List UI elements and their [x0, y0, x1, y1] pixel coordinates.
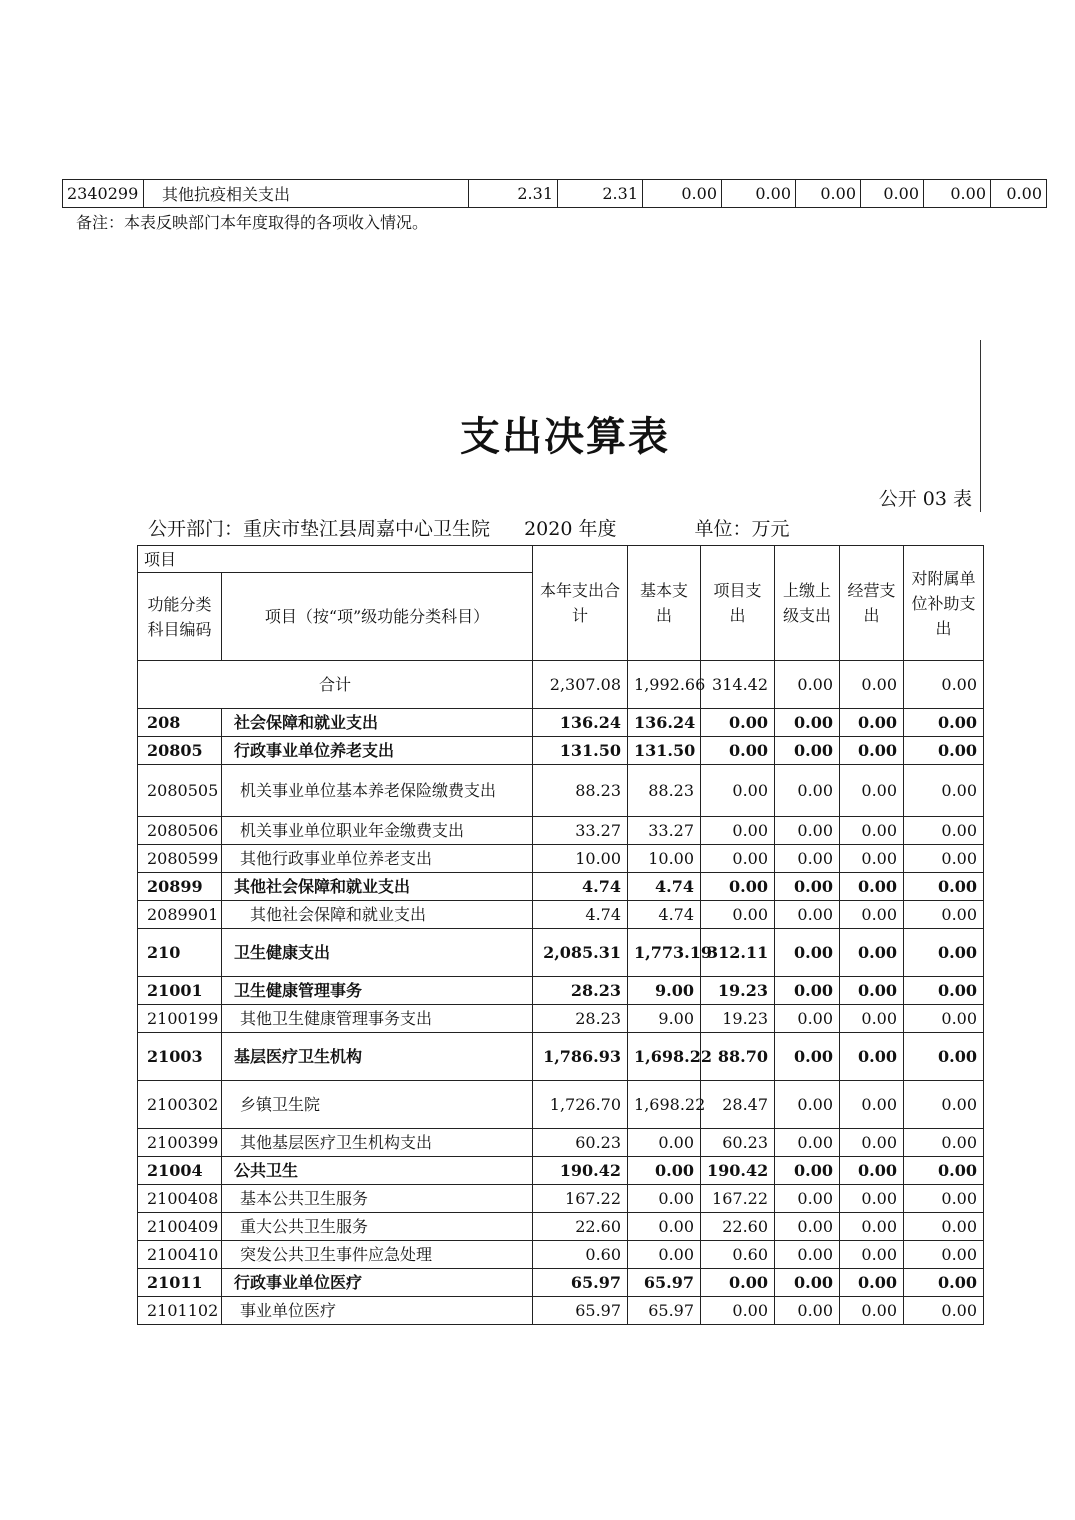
row-name: 机关事业单位基本养老保险缴费支出 — [222, 765, 533, 817]
table-number: 公开 03 表 — [878, 488, 972, 510]
expenditure-table — [137, 545, 984, 1325]
value-cell: 0.00 — [701, 873, 775, 901]
value-cell: 33.27 — [533, 817, 628, 845]
row-code: 2089901 — [138, 901, 222, 929]
table-row — [138, 1033, 984, 1081]
value-cell: 0.00 — [840, 709, 904, 737]
total-value: 0.00 — [904, 661, 984, 709]
total-value: 314.42 — [701, 661, 775, 709]
report-info — [148, 514, 790, 541]
value-cell: 0.00 — [840, 737, 904, 765]
row-name: 行政事业单位医疗 — [222, 1269, 533, 1297]
value-cell: 88.70 — [701, 1033, 775, 1081]
value-cell: 4.74 — [533, 901, 628, 929]
row-name: 行政事业单位养老支出 — [222, 737, 533, 765]
value-cell: 88.23 — [533, 765, 628, 817]
value-cell: 2,085.31 — [533, 929, 628, 977]
value-cell: 0.00 — [628, 1185, 701, 1213]
row-code: 210 — [138, 929, 222, 977]
value-cell: 136.24 — [628, 709, 701, 737]
value-cell: 0.00 — [628, 1213, 701, 1241]
value-cell: 0.00 — [840, 901, 904, 929]
value-cell: 0.00 — [701, 765, 775, 817]
table-row — [138, 737, 984, 765]
value-cell: 0.00 — [840, 1241, 904, 1269]
value-cell: 0.00 — [904, 1081, 984, 1129]
header-code: 功能分类科目编码 — [138, 573, 222, 661]
value-cell: 0.00 — [775, 1269, 840, 1297]
row-name: 其他卫生健康管理事务支出 — [222, 1005, 533, 1033]
header-row — [138, 546, 984, 573]
value-cell: 312.11 — [701, 929, 775, 977]
value-cell: 0.00 — [840, 1185, 904, 1213]
unit-label: 单位：万元 — [694, 518, 790, 540]
total-value: 2,307.08 — [533, 661, 628, 709]
header-business: 经营支出 — [840, 546, 904, 661]
value-cell: 28.23 — [533, 1005, 628, 1033]
table-row — [138, 977, 984, 1005]
table-row — [138, 817, 984, 845]
table-row — [138, 1297, 984, 1325]
table-row — [138, 1157, 984, 1185]
value-cell: 10.00 — [533, 845, 628, 873]
value-cell: 0.00 — [904, 929, 984, 977]
value-cell: 0.00 — [904, 901, 984, 929]
table-row — [138, 1129, 984, 1157]
table-row — [138, 709, 984, 737]
row-code: 2100408 — [138, 1185, 222, 1213]
value-cell: 65.97 — [533, 1269, 628, 1297]
value-cell: 0.00 — [991, 180, 1047, 208]
value-cell: 0.00 — [775, 901, 840, 929]
table-row — [138, 765, 984, 817]
value-cell: 0.00 — [904, 1269, 984, 1297]
value-cell: 0.00 — [628, 1129, 701, 1157]
row-name: 其他抗疫相关支出 — [144, 180, 469, 208]
page-title: 支出决算表 — [460, 413, 670, 460]
value-cell: 2.31 — [469, 180, 558, 208]
row-code: 2100410 — [138, 1241, 222, 1269]
value-cell: 0.00 — [904, 1005, 984, 1033]
value-cell: 0.00 — [904, 845, 984, 873]
row-code: 21001 — [138, 977, 222, 1005]
value-cell: 0.60 — [533, 1241, 628, 1269]
value-cell: 0.00 — [840, 765, 904, 817]
table-note: 备注：本表反映部门本年度取得的各项收入情况。 — [76, 213, 429, 232]
value-cell: 0.00 — [840, 1129, 904, 1157]
value-cell: 88.23 — [628, 765, 701, 817]
row-name: 公共卫生 — [222, 1157, 533, 1185]
total-label: 合计 — [138, 661, 533, 709]
row-code: 2080599 — [138, 845, 222, 873]
value-cell: 0.00 — [643, 180, 722, 208]
row-name: 其他基层医疗卫生机构支出 — [222, 1129, 533, 1157]
header-subsidy: 对附属单位补助支出 — [904, 546, 984, 661]
value-cell: 1,698.22 — [628, 1081, 701, 1129]
value-cell: 0.00 — [904, 1185, 984, 1213]
value-cell: 0.00 — [796, 180, 861, 208]
value-cell: 1,786.93 — [533, 1033, 628, 1081]
value-cell: 0.00 — [904, 737, 984, 765]
row-name: 乡镇卫生院 — [222, 1081, 533, 1129]
value-cell: 0.00 — [775, 1081, 840, 1129]
total-value: 0.00 — [840, 661, 904, 709]
value-cell: 0.00 — [904, 817, 984, 845]
value-cell: 28.23 — [533, 977, 628, 1005]
value-cell: 4.74 — [628, 873, 701, 901]
value-cell: 0.00 — [904, 1033, 984, 1081]
value-cell: 0.00 — [840, 1269, 904, 1297]
row-name: 事业单位医疗 — [222, 1297, 533, 1325]
value-cell: 9.00 — [628, 977, 701, 1005]
value-cell: 167.22 — [701, 1185, 775, 1213]
value-cell: 0.00 — [775, 737, 840, 765]
value-cell: 1,773.19 — [628, 929, 701, 977]
row-code: 208 — [138, 709, 222, 737]
table-row — [138, 873, 984, 901]
value-cell: 0.00 — [701, 901, 775, 929]
value-cell: 0.00 — [775, 1129, 840, 1157]
value-cell: 0.00 — [840, 873, 904, 901]
row-name: 基层医疗卫生机构 — [222, 1033, 533, 1081]
value-cell: 0.00 — [775, 1297, 840, 1325]
value-cell: 0.00 — [701, 737, 775, 765]
value-cell: 190.42 — [701, 1157, 775, 1185]
header-item: 项目 — [138, 546, 533, 573]
table-row — [138, 1081, 984, 1129]
value-cell: 2.31 — [558, 180, 643, 208]
table-row — [138, 1213, 984, 1241]
row-code: 21003 — [138, 1033, 222, 1081]
value-cell: 1,726.70 — [533, 1081, 628, 1129]
value-cell: 60.23 — [533, 1129, 628, 1157]
row-code: 2080506 — [138, 817, 222, 845]
value-cell: 0.00 — [775, 873, 840, 901]
value-cell: 0.00 — [840, 1081, 904, 1129]
continued-table — [62, 179, 1047, 208]
value-cell: 0.00 — [840, 817, 904, 845]
value-cell: 136.24 — [533, 709, 628, 737]
value-cell: 0.00 — [904, 1213, 984, 1241]
value-cell: 0.00 — [775, 709, 840, 737]
total-value: 0.00 — [775, 661, 840, 709]
value-cell: 0.00 — [628, 1157, 701, 1185]
value-cell: 0.00 — [840, 1033, 904, 1081]
value-cell: 131.50 — [533, 737, 628, 765]
value-cell: 28.47 — [701, 1081, 775, 1129]
value-cell: 0.00 — [701, 1269, 775, 1297]
value-cell: 4.74 — [533, 873, 628, 901]
row-code: 2340299 — [63, 180, 144, 208]
value-cell: 0.00 — [840, 977, 904, 1005]
value-cell: 0.00 — [775, 929, 840, 977]
value-cell: 65.97 — [628, 1297, 701, 1325]
row-code: 21011 — [138, 1269, 222, 1297]
row-code: 20899 — [138, 873, 222, 901]
row-code: 2100199 — [138, 1005, 222, 1033]
value-cell: 0.00 — [904, 873, 984, 901]
table-row — [138, 1185, 984, 1213]
value-cell: 22.60 — [533, 1213, 628, 1241]
value-cell: 0.00 — [904, 977, 984, 1005]
row-name: 机关事业单位职业年金缴费支出 — [222, 817, 533, 845]
value-cell: 0.00 — [904, 1241, 984, 1269]
row-code: 2100409 — [138, 1213, 222, 1241]
header-basic: 基本支出 — [628, 546, 701, 661]
row-name: 其他社会保障和就业支出 — [222, 873, 533, 901]
table-row — [138, 1269, 984, 1297]
header-remit: 上缴上级支出 — [775, 546, 840, 661]
value-cell: 65.97 — [628, 1269, 701, 1297]
table-row — [138, 901, 984, 929]
value-cell: 33.27 — [628, 817, 701, 845]
value-cell: 167.22 — [533, 1185, 628, 1213]
value-cell: 0.00 — [840, 1157, 904, 1185]
value-cell: 0.00 — [904, 1297, 984, 1325]
value-cell: 0.00 — [775, 1213, 840, 1241]
total-row — [138, 661, 984, 709]
value-cell: 0.00 — [775, 1185, 840, 1213]
table-row — [138, 1005, 984, 1033]
row-name: 社会保障和就业支出 — [222, 709, 533, 737]
value-cell: 65.97 — [533, 1297, 628, 1325]
value-cell: 0.00 — [775, 817, 840, 845]
value-cell: 0.00 — [775, 1157, 840, 1185]
row-code: 20805 — [138, 737, 222, 765]
value-cell: 0.00 — [904, 1157, 984, 1185]
value-cell: 0.00 — [701, 817, 775, 845]
row-name: 卫生健康管理事务 — [222, 977, 533, 1005]
row-code: 2100302 — [138, 1081, 222, 1129]
table-row — [138, 1241, 984, 1269]
value-cell: 0.00 — [840, 1005, 904, 1033]
table-row — [138, 929, 984, 977]
value-cell: 0.00 — [701, 1297, 775, 1325]
row-code: 2080505 — [138, 765, 222, 817]
value-cell: 0.00 — [775, 1241, 840, 1269]
value-cell: 4.74 — [628, 901, 701, 929]
row-name: 重大公共卫生服务 — [222, 1213, 533, 1241]
value-cell: 10.00 — [628, 845, 701, 873]
value-cell: 0.60 — [701, 1241, 775, 1269]
value-cell: 0.00 — [904, 1129, 984, 1157]
row-code: 2100399 — [138, 1129, 222, 1157]
header-project: 项目支出 — [701, 546, 775, 661]
table-row — [138, 845, 984, 873]
value-cell: 0.00 — [775, 977, 840, 1005]
value-cell: 22.60 — [701, 1213, 775, 1241]
value-cell: 131.50 — [628, 737, 701, 765]
value-cell: 9.00 — [628, 1005, 701, 1033]
row-code: 2101102 — [138, 1297, 222, 1325]
value-cell: 0.00 — [840, 845, 904, 873]
year-label: 2020 年度 — [524, 518, 617, 540]
row-name: 突发公共卫生事件应急处理 — [222, 1241, 533, 1269]
value-cell: 1,698.22 — [628, 1033, 701, 1081]
value-cell: 0.00 — [861, 180, 924, 208]
row-name: 基本公共卫生服务 — [222, 1185, 533, 1213]
header-total: 本年支出合计 — [533, 546, 628, 661]
value-cell: 0.00 — [924, 180, 991, 208]
value-cell: 0.00 — [840, 929, 904, 977]
value-cell: 0.00 — [904, 709, 984, 737]
value-cell: 0.00 — [701, 709, 775, 737]
header-name: 项目（按“项”级功能分类科目） — [222, 573, 533, 661]
value-cell: 0.00 — [722, 180, 796, 208]
value-cell: 0.00 — [775, 845, 840, 873]
value-cell: 0.00 — [840, 1213, 904, 1241]
value-cell: 60.23 — [701, 1129, 775, 1157]
value-cell: 19.23 — [701, 977, 775, 1005]
department-label: 公开部门：重庆市垫江县周嘉中心卫生院 — [148, 518, 491, 540]
value-cell: 0.00 — [775, 1005, 840, 1033]
total-value: 1,992.66 — [628, 661, 701, 709]
row-name: 其他社会保障和就业支出 — [222, 901, 533, 929]
table-row — [63, 180, 1047, 208]
value-cell: 0.00 — [904, 765, 984, 817]
row-code: 21004 — [138, 1157, 222, 1185]
value-cell: 0.00 — [840, 1297, 904, 1325]
value-cell: 190.42 — [533, 1157, 628, 1185]
row-name: 卫生健康支出 — [222, 929, 533, 977]
value-cell: 19.23 — [701, 1005, 775, 1033]
value-cell: 0.00 — [775, 1033, 840, 1081]
value-cell: 0.00 — [775, 765, 840, 817]
value-cell: 0.00 — [701, 845, 775, 873]
value-cell: 0.00 — [628, 1241, 701, 1269]
row-name: 其他行政事业单位养老支出 — [222, 845, 533, 873]
